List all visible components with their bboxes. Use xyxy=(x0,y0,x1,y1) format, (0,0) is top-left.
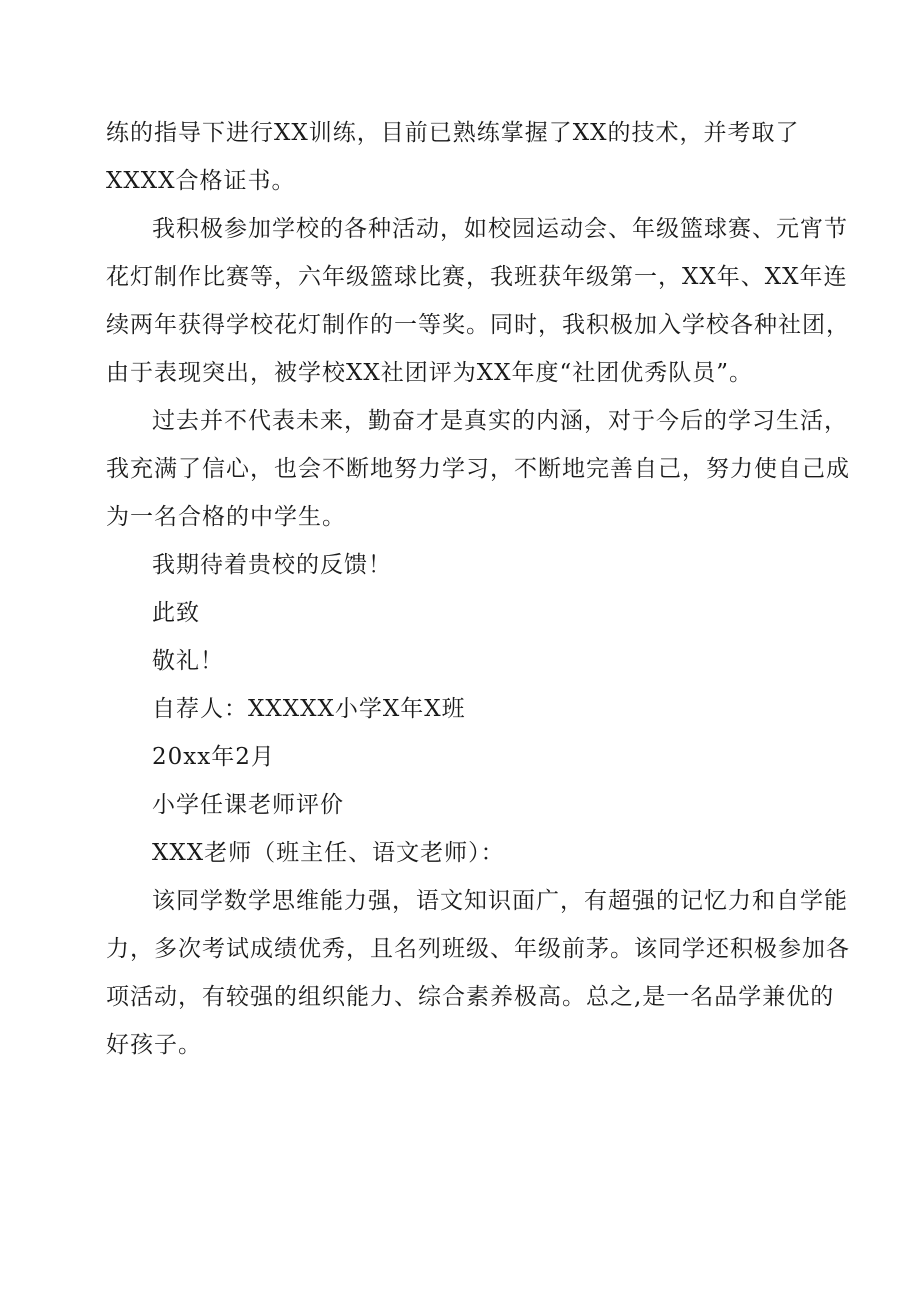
text-line-18: 力，多次考试成绩优秀，且名列班级、年级前茅。该同学还积极参加各 xyxy=(106,936,850,962)
text-line-5: 续两年获得学校花灯制作的一等奖。同时，我积极加入学校各种社团， xyxy=(106,312,850,338)
text-line-4: 花灯制作比赛等，六年级篮球比赛，我班获年级第一，XX年、XX年连 xyxy=(106,264,848,290)
text-line-8: 我充满了信心，也会不断地努力学习，不断地完善自己，努力使自己成 xyxy=(106,456,850,482)
text-line-2: XXXX合格证书。 xyxy=(106,168,296,194)
text-line-6: 由于表现突出，被学校XX社团评为XX年度“社团优秀队员”。 xyxy=(106,360,754,386)
text-line-10: 我期待着贵校的反馈！ xyxy=(152,552,392,578)
text-line-11: 此致 xyxy=(152,600,200,626)
text-line-19: 项活动，有较强的组织能力、综合素养极高。总之,是一名品学兼优的 xyxy=(106,984,835,1010)
text-line-7: 过去并不代表未来，勤奋才是真实的内涵，对于今后的学习生活， xyxy=(152,408,848,434)
text-line-3: 我积极参加学校的各种活动，如校园运动会、年级篮球赛、元宵节 xyxy=(152,216,848,242)
text-line-13: 自荐人：XXXXX小学X年X班 xyxy=(152,696,466,722)
text-line-16: XXX老师（班主任、语文老师）： xyxy=(152,840,505,866)
text-line-9: 为一名合格的中学生。 xyxy=(106,504,346,530)
text-line-15: 小学任课老师评价 xyxy=(152,792,344,818)
text-line-12: 敬礼！ xyxy=(152,648,224,674)
text-line-14: 20xx年2月 xyxy=(152,744,275,770)
text-line-1: 练的指导下进行XX训练，目前已熟练掌握了XX的技术，并考取了 xyxy=(106,120,800,146)
text-line-17: 该同学数学思维能力强，语文知识面广，有超强的记忆力和自学能 xyxy=(152,888,848,914)
text-line-20: 好孩子。 xyxy=(106,1032,202,1058)
